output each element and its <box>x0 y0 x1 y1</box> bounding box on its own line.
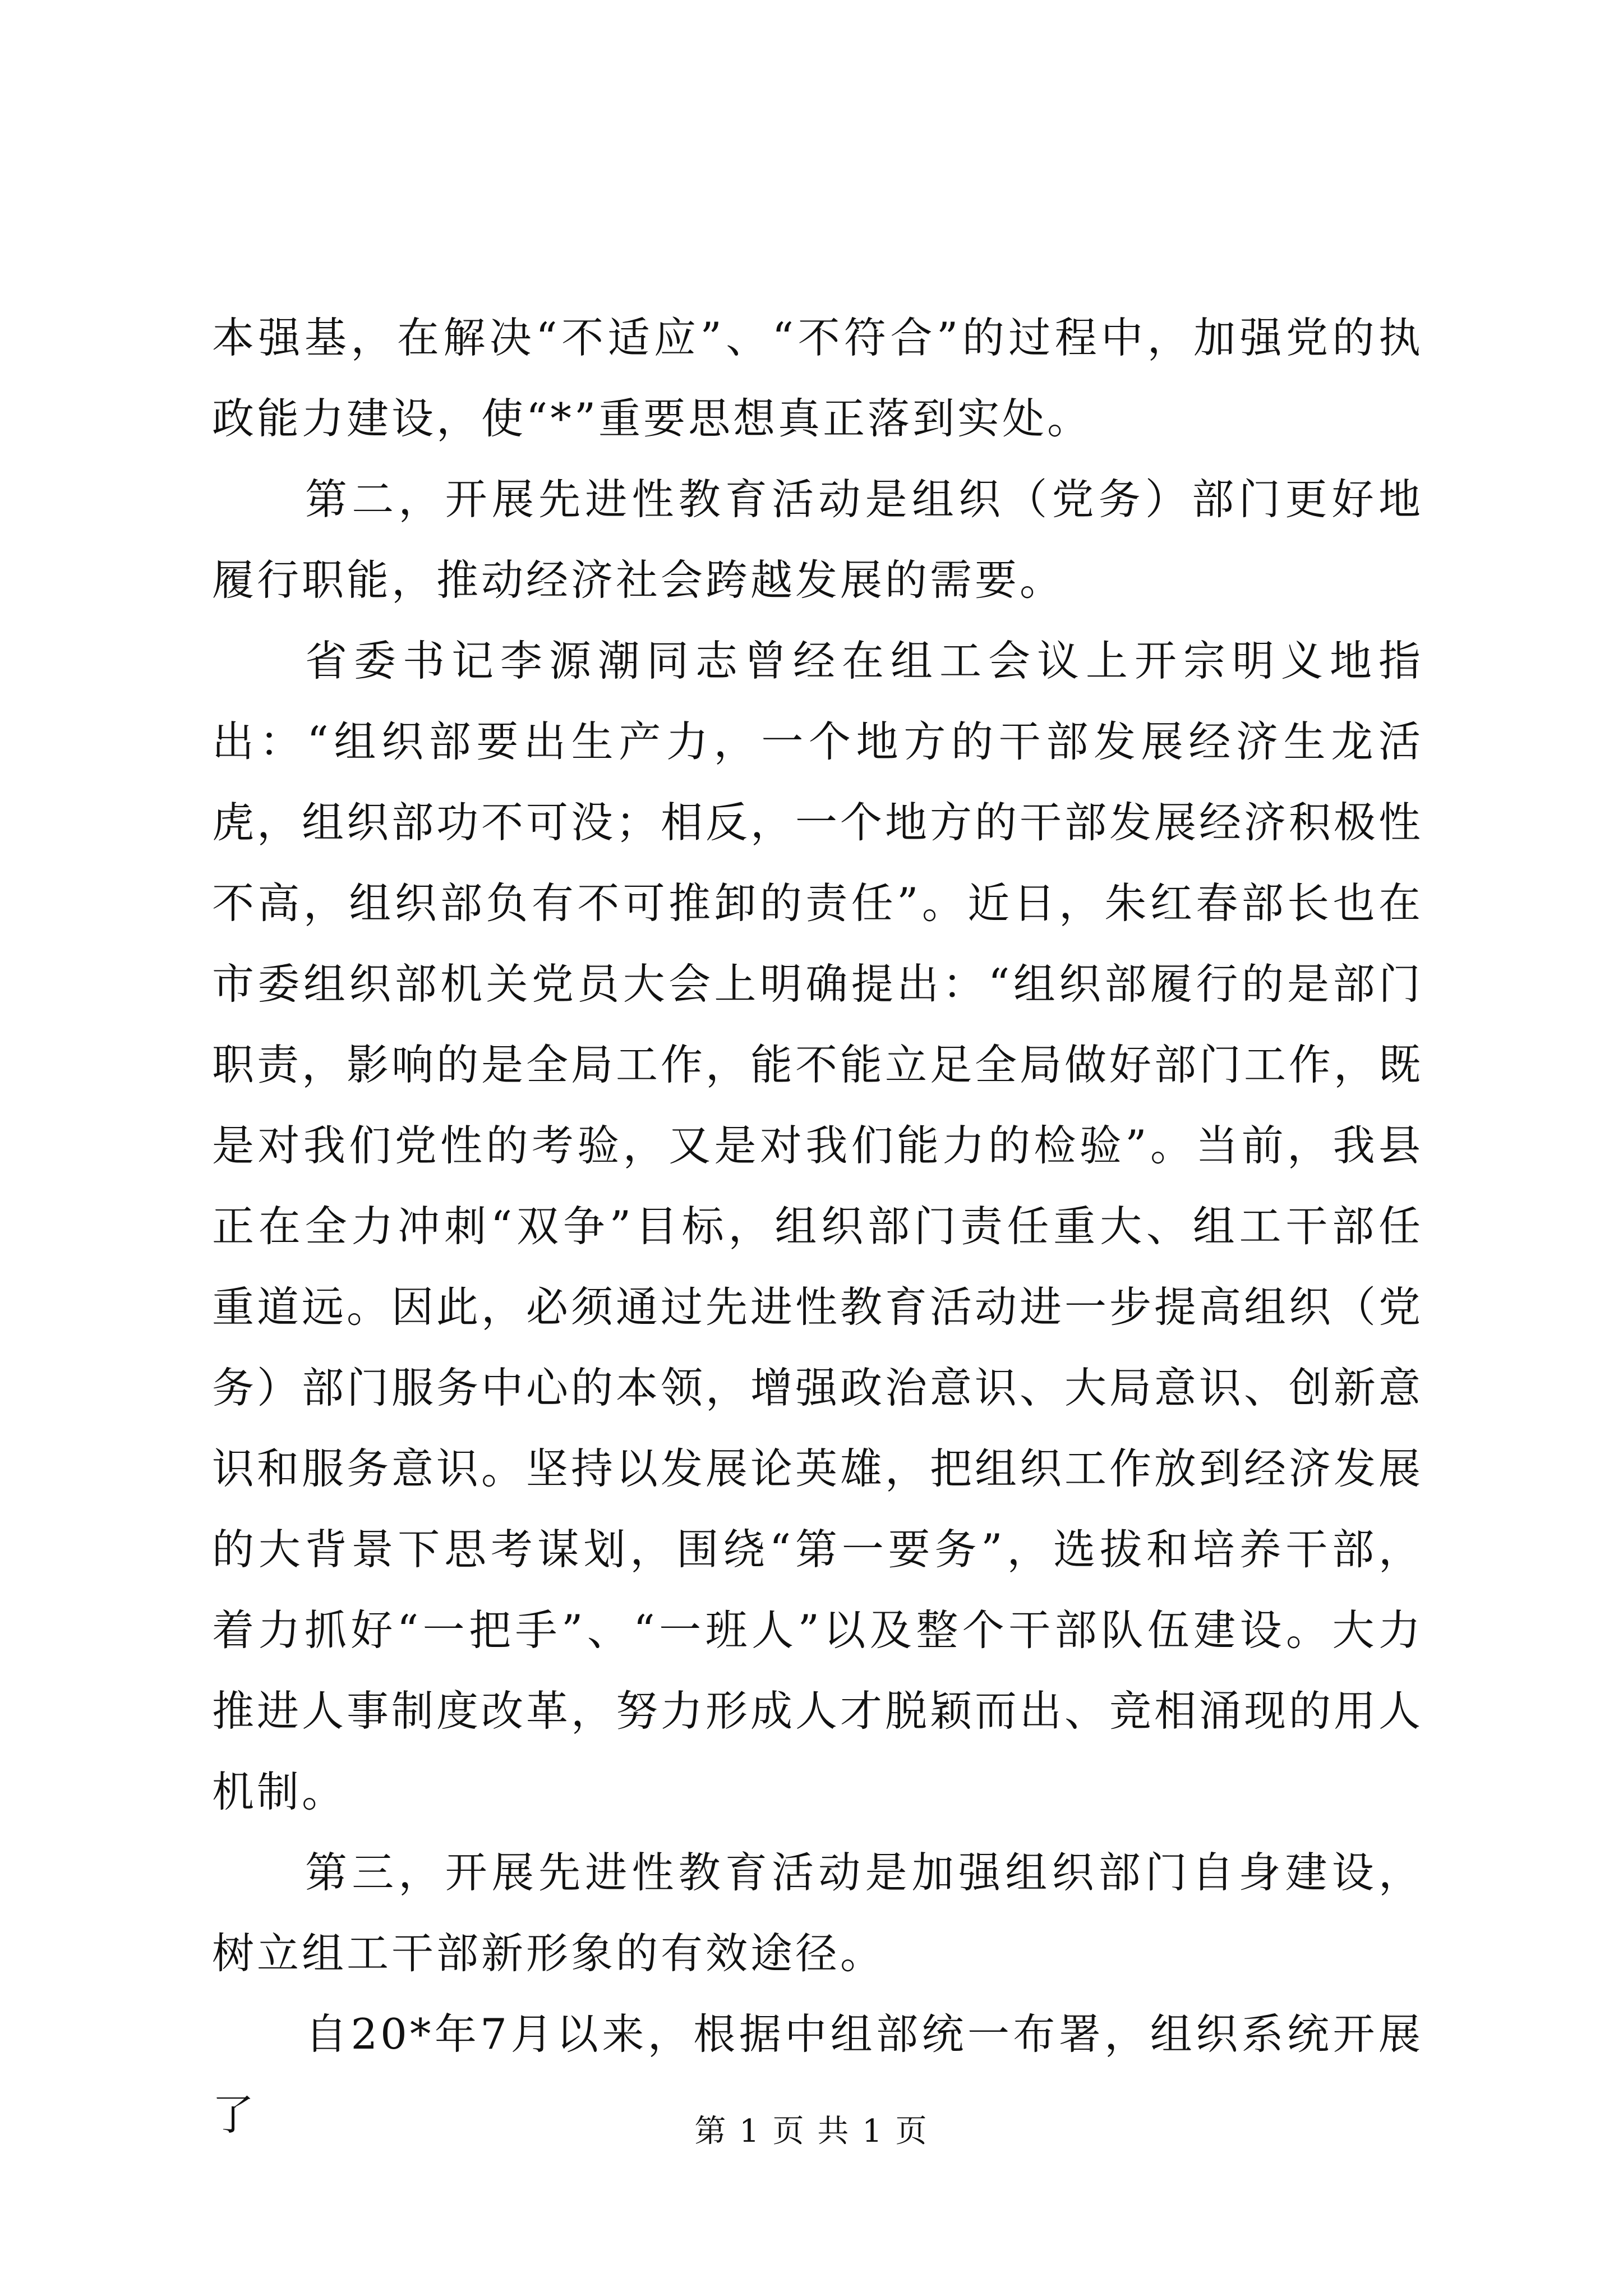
paragraph-5: 自20*年7月以来，根据中组部统一布署，组织系统开展了 <box>212 2009 1423 2139</box>
paragraph-2: 第二，开展先进性教育活动是组织（党务）部门更好地履行职能，推动经济社会跨越发展的需要。 <box>212 475 1423 605</box>
page-footer: 第 1 页 共 1 页 <box>694 2113 929 2150</box>
paragraph-1: 本强基，在解决“不适应”、“不符合”的过程中，加强党的执政能力建设，使“*”重要思想真正落到实处。 <box>212 313 1423 443</box>
paragraph-4: 第三，开展先进性教育活动是加强组织部门自身建设，树立组工干部新形象的有效途径。 <box>212 1848 1423 1978</box>
paragraph-3: 省委书记李源潮同志曾经在组工会议上开宗明义地指出：“组织部要出生产力，一个地方的干部发展经济生龙活虎，组织部功不可没；相反，一个地方的干部发展经济积极性不高，组织部负有不可推卸的责任”。近日，朱红春部长也在市委组织部机关党员大会上明确提出：“组织部履行的是部门职责，影响的是全局工作，能不能立足全局做好部门工作，既是对我们党性的考验，又是对我们能力的检验”。当前，我县正在全力冲刺“双争”目标，组织部门责任重大、组工干部任重道远。因此，必须通过先进性教育活动进一步提高组织（党务）部门服务中心的本领，增强政治意识、大局意识、创新意识和服务意识。坚持以发展论英雄，把组织工作放到经济发展的大背景下思考谋划，围绕“第一要务”，选拔和培养干部，着力抓好“一把手”、“一班人”以及整个干部队伍建设。大力推进人事制度改革，努力形成人才脱颖而出、竞相涌现的用人机制。 <box>212 636 1424 1816</box>
document-body <box>212 297 1423 2155</box>
